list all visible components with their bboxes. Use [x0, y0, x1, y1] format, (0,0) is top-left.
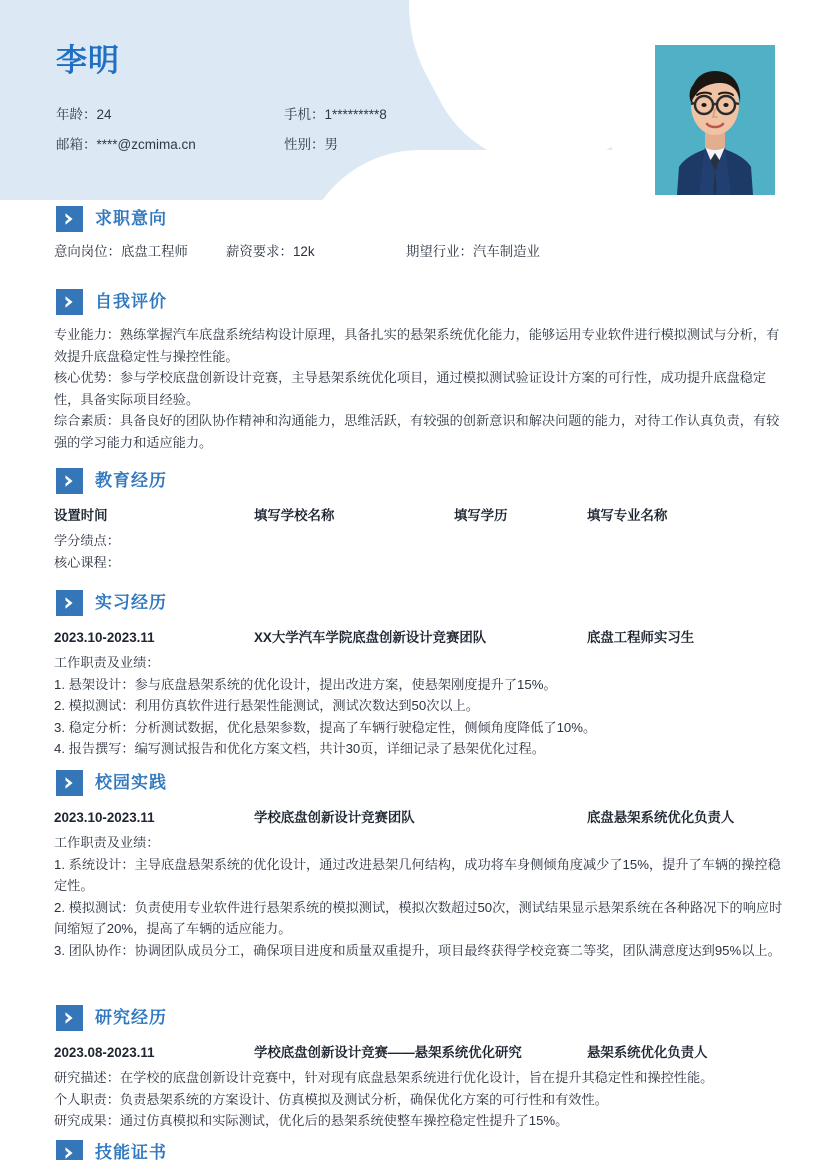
section-header-self-evaluation: [56, 287, 820, 317]
section-internship: [0, 588, 820, 760]
contact-gender-value: 男: [324, 137, 338, 152]
internship-row: [54, 628, 790, 648]
contact-email-label: 邮箱：: [56, 137, 97, 152]
section-title: 求职意向: [95, 209, 167, 228]
job-intent-industry-value: 汽车制造业: [472, 244, 540, 259]
contact-age-label: 年龄：: [56, 107, 97, 122]
research-org: 学校底盘创新设计竞赛——悬架系统优化研究: [254, 1045, 522, 1060]
section-header-education: [56, 466, 820, 496]
campus-row: [54, 808, 790, 828]
section-research: [0, 1003, 820, 1132]
contact-phone: [284, 100, 512, 130]
campus-item: 1. 系统设计：主导底盘悬架系统的优化设计，通过改进悬架几何结构，成功将车身侧倾角度减少了15%，提升了车辆的操控稳定性。: [54, 856, 781, 893]
chevron-right-icon: [56, 468, 83, 494]
education-row: [54, 506, 790, 526]
contact-age: [56, 100, 284, 130]
contact-age-value: 24: [96, 107, 112, 122]
section-title: 研究经历: [95, 1008, 167, 1027]
internship-date: 2023.10-2023.11: [54, 630, 155, 645]
chevron-right-icon: [56, 1005, 83, 1031]
section-skills-certificates: [0, 1138, 820, 1160]
job-intent-fields: [54, 242, 790, 262]
contact-gender-label: 性别：: [284, 137, 325, 152]
internship-item: 4. 报告撰写：编写测试报告和优化方案文档，共计30页，详细记录了悬架优化过程。: [54, 741, 545, 756]
page-title: 李明: [56, 43, 120, 78]
job-intent-salary: [226, 242, 406, 262]
section-education: [0, 466, 820, 573]
section-title: 教育经历: [95, 471, 167, 490]
chevron-right-icon: [56, 206, 83, 232]
job-intent-position-value: 底盘工程师: [120, 244, 188, 259]
education-school: 填写学校名称: [254, 508, 335, 523]
research-row: [54, 1043, 790, 1063]
job-intent-salary-value: 12k: [292, 244, 315, 259]
section-header-skills-certificates: [56, 1138, 820, 1160]
contact-phone-label: 手机：: [284, 107, 325, 122]
chevron-right-icon: [56, 590, 83, 616]
job-intent-position: [54, 242, 226, 262]
internship-intro: 工作职责及业绩：: [54, 655, 160, 670]
campus-item: 2. 模拟测试：负责使用专业软件进行悬架系统的模拟测试，模拟次数超过50次，测试结果显示悬架系统在各种路况下的响应时间缩短了20%，提高了车辆的适应能力。: [54, 899, 783, 936]
campus-intro: 工作职责及业绩：: [54, 835, 160, 850]
education-gpa: 学分绩点：: [54, 533, 120, 548]
contact-email: [56, 130, 284, 160]
contact-row: [56, 130, 576, 160]
job-intent-industry: [406, 242, 790, 262]
contact-gender: [284, 130, 512, 160]
research-item: 研究成果：通过仿真模拟和实际测试，优化后的悬架系统使整车操控稳定性提升了15%。: [54, 1113, 569, 1128]
campus-org: 学校底盘创新设计竞赛团队: [254, 810, 415, 825]
internship-body: [54, 652, 784, 760]
self-evaluation-paragraph: 综合素质：具备良好的团队协作精神和沟通能力，思维活跃，有较强的创新意识和解决问题的能力，对待工作认真负责，有较强的学习能力和适应能力。: [54, 413, 780, 450]
contact-row: [56, 100, 576, 130]
job-intent-industry-label: 期望行业：: [406, 244, 473, 259]
section-header-research: [56, 1003, 820, 1033]
education-time: 设置时间: [54, 508, 108, 523]
section-campus-practice: [0, 768, 820, 961]
avatar: [655, 45, 775, 195]
section-header-campus-practice: [56, 768, 820, 798]
chevron-right-icon: [56, 1140, 83, 1160]
education-courses: 核心课程：: [54, 554, 120, 570]
internship-role: 底盘工程师实习生: [587, 630, 695, 645]
research-item: 研究描述：在学校的底盘创新设计竞赛中，针对现有底盘悬架系统进行优化设计，旨在提升其稳定性和操控性能。: [54, 1070, 714, 1085]
chevron-right-icon: [56, 770, 83, 796]
section-title: 技能证书: [95, 1143, 167, 1160]
section-title: 自我评价: [95, 292, 167, 311]
internship-item: 2. 模拟测试：利用仿真软件进行悬架性能测试，测试次数达到50次以上。: [54, 698, 479, 713]
self-evaluation-paragraph: 专业能力：熟练掌握汽车底盘系统结构设计原理，具备扎实的悬架系统优化能力，能够运用专业软件进行模拟测试与分析，有效提升底盘稳定性与操控性能。: [54, 327, 780, 364]
contact-phone-value: 1*********8: [324, 107, 387, 122]
education-major: 填写专业名称: [587, 508, 668, 523]
education-degree: 填写学历: [454, 508, 508, 523]
job-intent-position-label: 意向岗位：: [54, 244, 121, 259]
section-job-intent: [0, 204, 820, 262]
self-evaluation-paragraph: 核心优势：参与学校底盘创新设计竞赛，主导悬架系统优化项目，通过模拟测试验证设计方案的可行性，成功提升底盘稳定性，具备实际项目经验。: [54, 370, 767, 407]
internship-item: 3. 稳定分析：分析测试数据，优化悬架参数，提高了车辆行驶稳定性，侧倾角度降低了10%。: [54, 719, 597, 735]
campus-body: [54, 832, 784, 961]
contact-info: [56, 100, 576, 160]
contact-email-value: ****@zcmima.cn: [96, 137, 196, 152]
job-intent-salary-label: 薪资要求：: [226, 244, 293, 259]
resume-header: [0, 0, 820, 200]
chevron-right-icon: [56, 289, 83, 315]
section-title: 实习经历: [95, 593, 167, 612]
research-date: 2023.08-2023.11: [54, 1045, 155, 1060]
self-evaluation-body: [54, 324, 784, 453]
campus-date: 2023.10-2023.11: [54, 810, 155, 825]
research-item: 个人职责：负责悬架系统的方案设计、仿真模拟及测试分析，确保优化方案的可行性和有效性。: [54, 1091, 608, 1107]
internship-item: 1. 悬架设计：参与底盘悬架系统的优化设计，提出改进方案，使悬架刚度提升了15%。: [54, 676, 557, 692]
research-body: [54, 1067, 784, 1132]
campus-item: 3. 团队协作：协调团队成员分工，确保项目进度和质量双重提升，项目最终获得学校竞赛二等奖，团队满意度达到95%以上。: [54, 942, 781, 958]
section-self-evaluation: [0, 287, 820, 453]
section-header-internship: [56, 588, 820, 618]
internship-org: XX大学汽车学院底盘创新设计竞赛团队: [254, 630, 487, 645]
research-role: 悬架系统优化负责人: [587, 1045, 708, 1060]
section-title: 校园实践: [95, 773, 167, 792]
section-header-job-intent: [56, 204, 820, 234]
campus-role: 底盘悬架系统优化负责人: [587, 810, 735, 825]
